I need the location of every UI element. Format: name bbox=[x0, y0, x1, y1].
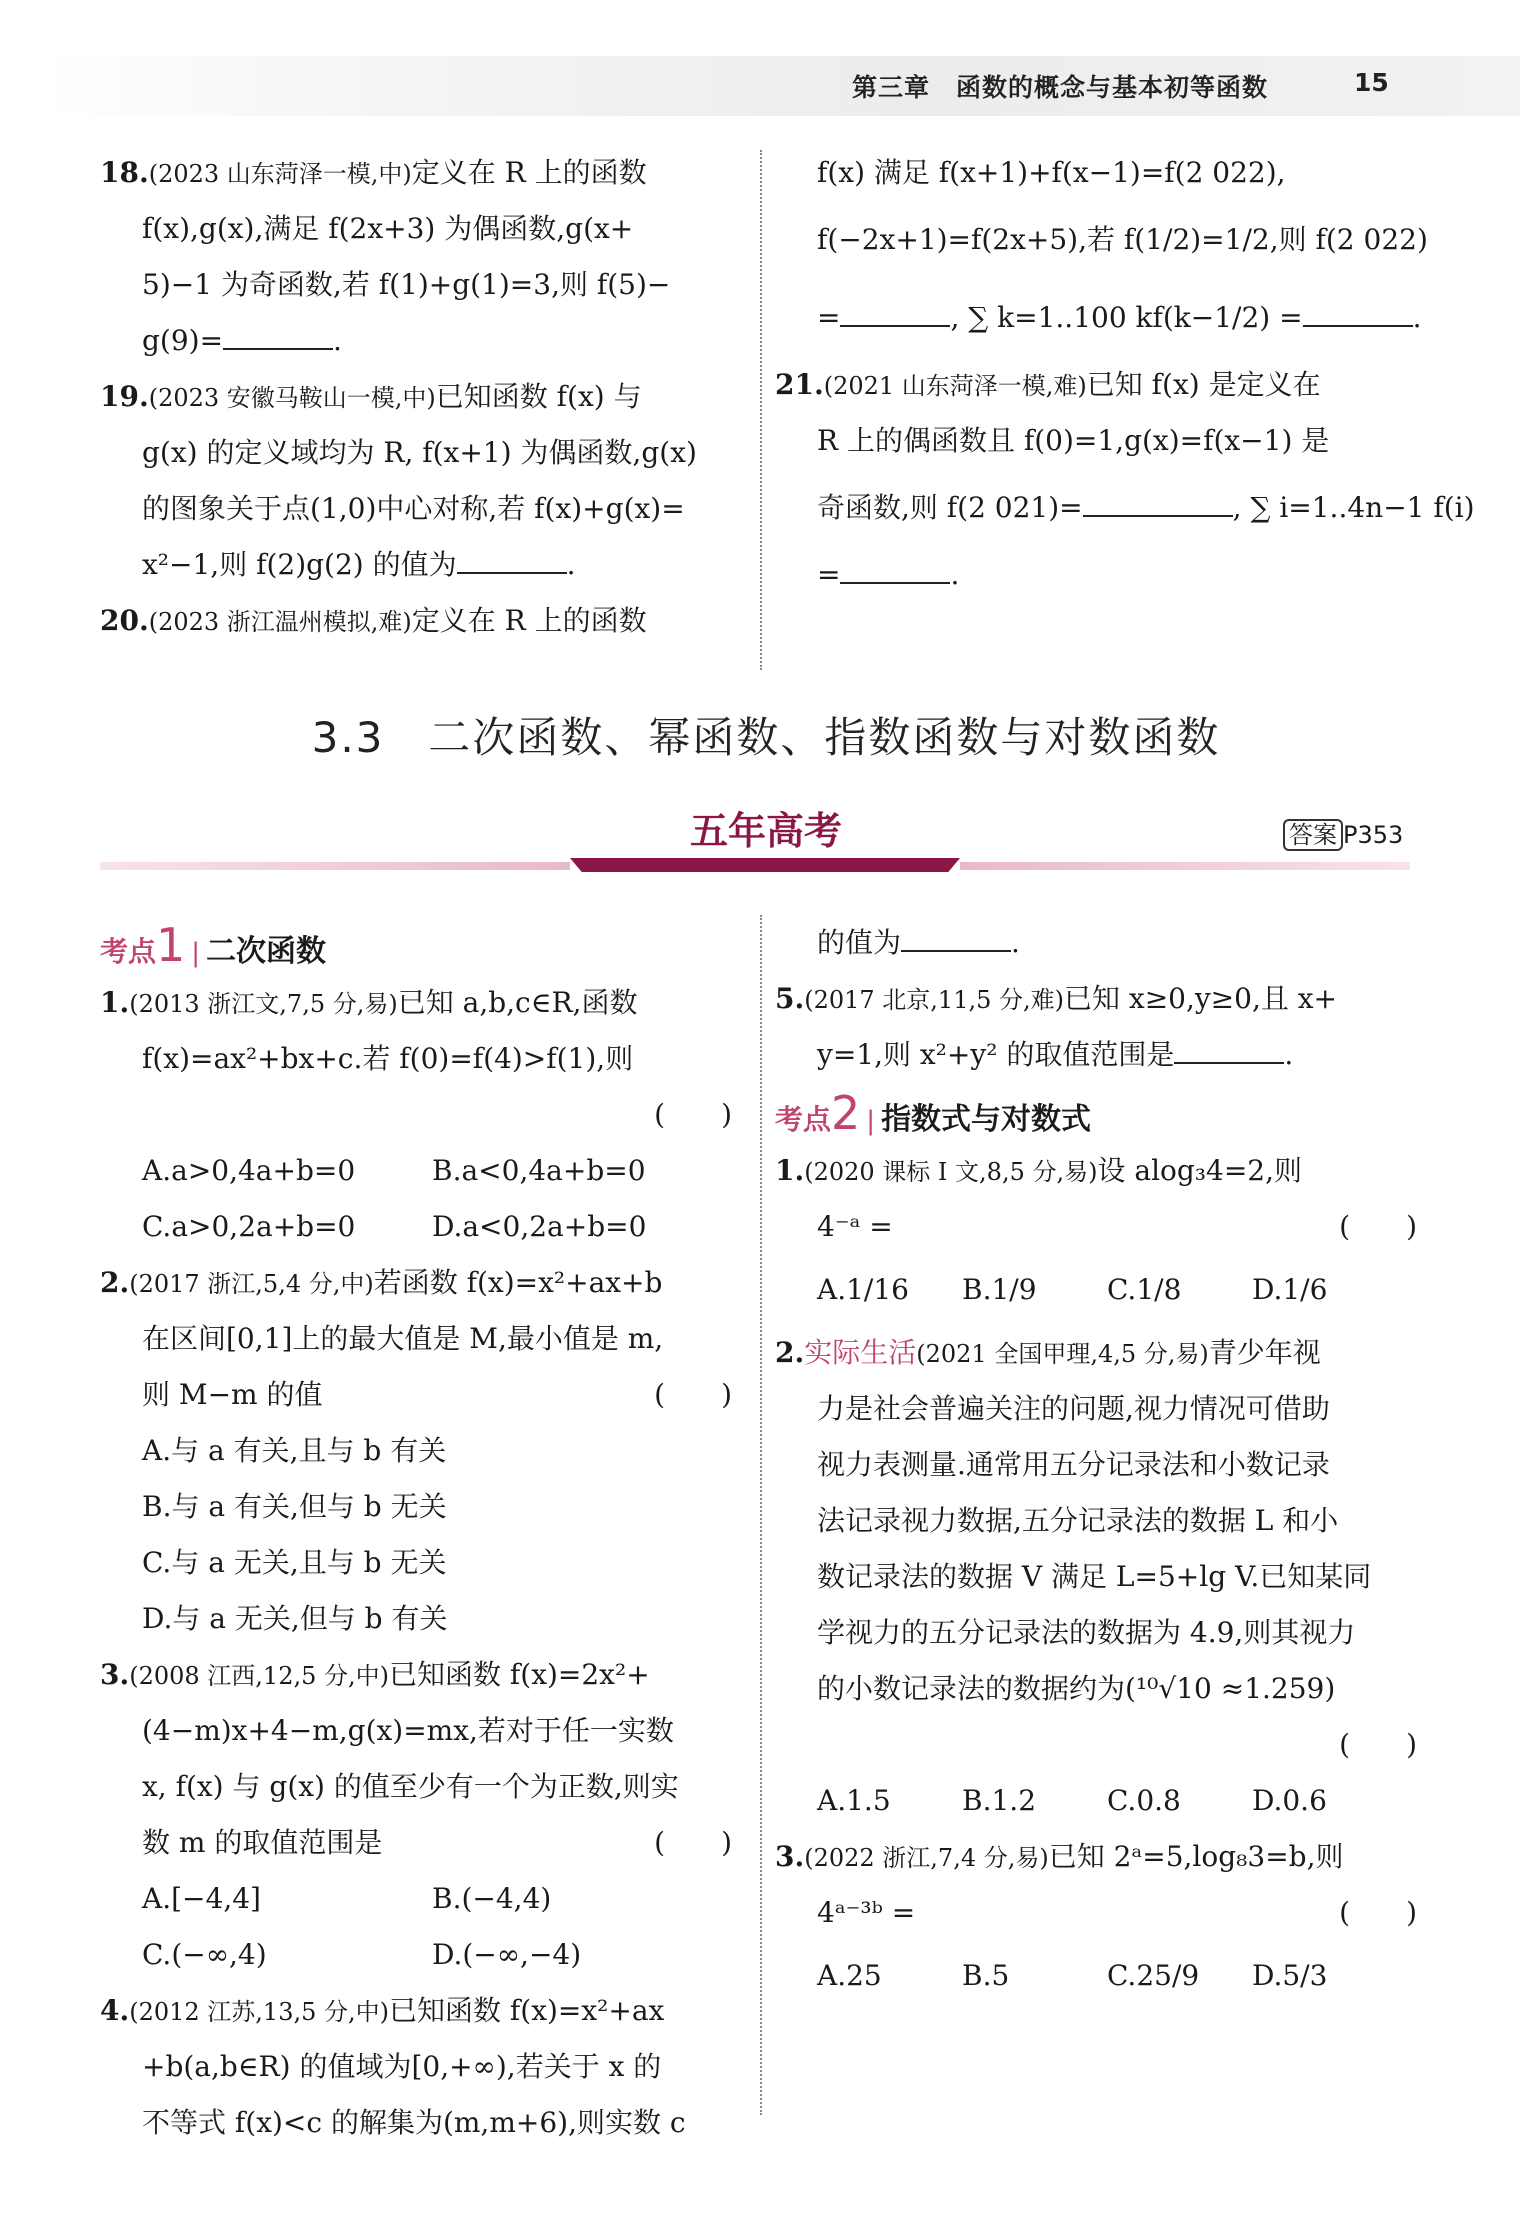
question-text: 5)−1 为奇函数,若 f(1)+g(1)=3,则 f(5)− bbox=[142, 268, 671, 301]
punctuation: . bbox=[566, 548, 576, 581]
answer-blank bbox=[1303, 295, 1413, 327]
option-b: B.1.2 bbox=[962, 1784, 1037, 1817]
answer-blank bbox=[901, 920, 1011, 952]
question-source: (2023 安徽马鞍山一模,中) bbox=[148, 384, 436, 412]
banner-line-center bbox=[570, 858, 960, 872]
question-text: 若函数 f(x)=x²+ax+b bbox=[373, 1266, 663, 1299]
answer-parentheses: ( ) bbox=[654, 1826, 732, 1859]
answer-parentheses: ( ) bbox=[654, 1378, 732, 1411]
question-text: x, f(x) 与 g(x) 的值至少有一个为正数,则实 bbox=[142, 1770, 679, 1803]
option-b: B.a<0,4a+b=0 bbox=[432, 1154, 646, 1187]
question-number: 2. bbox=[100, 1266, 130, 1299]
question-text: 的图象关于点(1,0)中心对称,若 f(x)+g(x)= bbox=[142, 492, 685, 525]
question-text: 已知 a,b,c∈R,函数 bbox=[397, 986, 638, 1019]
question-source: (2022 浙江,7,4 分,易) bbox=[804, 1844, 1049, 1872]
question-text: 视力表测量.通常用五分记录法和小数记录 bbox=[817, 1448, 1330, 1481]
answer-blank bbox=[457, 542, 567, 574]
question-number: 19. bbox=[100, 380, 149, 413]
option-a: A.[−4,4] bbox=[142, 1882, 261, 1915]
question-source: (2017 北京,11,5 分,难) bbox=[804, 986, 1064, 1014]
chapter-title: 第三章 函数的概念与基本初等函数 bbox=[852, 73, 1269, 102]
banner-title: 五年高考 bbox=[689, 809, 842, 853]
question-text: 不等式 f(x)<c 的解集为(m,m+6),则实数 c bbox=[142, 2106, 686, 2139]
question-4 bbox=[100, 1983, 740, 2151]
punctuation: . bbox=[950, 558, 960, 591]
question-source: (2013 浙江文,7,5 分,易) bbox=[129, 990, 398, 1018]
question-19 bbox=[100, 369, 740, 593]
question-text: 已知 2ᵃ=5,log₈3=b,则 bbox=[1048, 1840, 1344, 1873]
answer-parentheses: ( ) bbox=[1339, 1896, 1417, 1929]
question-number: 5. bbox=[775, 982, 805, 1015]
option-c: C.1/8 bbox=[1107, 1273, 1182, 1306]
question-number: 20. bbox=[100, 604, 149, 637]
question-text: g(x) 的定义域均为 R, f(x+1) 为偶函数,g(x) bbox=[142, 436, 697, 469]
question-text: 学视力的五分记录法的数据为 4.9,则其视力 bbox=[817, 1616, 1356, 1649]
header-bar bbox=[40, 56, 1520, 116]
section-title: 3.3 二次函数、幂函数、指数函数与对数函数 bbox=[311, 713, 1221, 762]
answer-blank bbox=[840, 295, 950, 327]
answer-blank bbox=[840, 552, 950, 584]
banner-line-left bbox=[100, 862, 570, 870]
question-source: (2021 全国甲理,4,5 分,易) bbox=[916, 1340, 1209, 1368]
kaodian-1-heading bbox=[100, 915, 740, 975]
question-text: +b(a,b∈R) 的值域为[0,+∞),若关于 x 的 bbox=[142, 2050, 662, 2083]
option-a: A.1.5 bbox=[817, 1784, 891, 1817]
option-c: C.(−∞,4) bbox=[142, 1938, 267, 1971]
punctuation: . bbox=[1011, 926, 1020, 959]
column-divider-bottom bbox=[760, 915, 762, 2115]
answer-parentheses: ( ) bbox=[654, 1098, 732, 1131]
kaodian-separator: | bbox=[866, 1106, 876, 1136]
question-21 bbox=[775, 357, 1475, 603]
option-a: A.与 a 有关,且与 b 有关 bbox=[142, 1434, 447, 1467]
question-1-logs bbox=[775, 1143, 1425, 1325]
option-d: D.5/3 bbox=[1252, 1959, 1328, 1992]
kaodian-separator: | bbox=[191, 938, 201, 968]
option-a: A.1/16 bbox=[817, 1273, 909, 1306]
question-text: 数 m 的取值范围是 bbox=[142, 1826, 383, 1859]
question-number: 1. bbox=[775, 1154, 805, 1187]
question-text: (4−m)x+4−m,g(x)=mx,若对于任一实数 bbox=[142, 1714, 674, 1747]
question-5 bbox=[775, 971, 1425, 1083]
question-text: 奇函数,则 f(2 021)= bbox=[817, 491, 1083, 524]
question-3 bbox=[100, 1647, 740, 1983]
option-d: D.与 a 无关,但与 b 有关 bbox=[142, 1602, 448, 1635]
option-c: C.a>0,2a+b=0 bbox=[142, 1210, 356, 1243]
question-text: 法记录视力数据,五分记录法的数据 L 和小 bbox=[817, 1504, 1339, 1537]
answer-blank bbox=[1083, 485, 1233, 517]
question-text: 则 M−m 的值 bbox=[142, 1378, 323, 1411]
top-left-column bbox=[100, 145, 740, 649]
question-text: y=1,则 x²+y² 的取值范围是 bbox=[817, 1038, 1175, 1071]
question-2 bbox=[100, 1255, 740, 1647]
question-text: 已知函数 f(x)=x²+ax bbox=[389, 1994, 665, 2027]
kaodian-number: 2 bbox=[831, 1086, 861, 1140]
punctuation: . bbox=[333, 324, 342, 357]
question-source: (2023 浙江温州模拟,难) bbox=[148, 608, 412, 636]
top-right-column bbox=[775, 145, 1475, 603]
question-source: (2017 浙江,5,4 分,中) bbox=[129, 1270, 374, 1298]
option-b: B.与 a 有关,但与 b 无关 bbox=[142, 1490, 447, 1523]
question-text: 4⁻ᵃ = bbox=[817, 1210, 893, 1243]
question-source: (2012 江苏,13,5 分,中) bbox=[129, 1998, 389, 2026]
question-source: (2021 山东菏泽一模,难) bbox=[823, 372, 1087, 400]
option-d: D.a<0,2a+b=0 bbox=[432, 1210, 647, 1243]
page-number: 15 bbox=[1354, 68, 1389, 97]
question-text: 定义在 R 上的函数 bbox=[411, 604, 647, 637]
question-number: 3. bbox=[100, 1658, 130, 1691]
question-text: = bbox=[817, 558, 841, 591]
question-text: 设 alog₃4=2,则 bbox=[1097, 1154, 1303, 1187]
summation-expression: , ∑ k=1..100 kf(k−1/2) = bbox=[950, 301, 1303, 334]
option-b: B.1/9 bbox=[962, 1273, 1037, 1306]
question-text: 已知 f(x) 是定义在 bbox=[1086, 368, 1321, 401]
question-text: 已知函数 f(x)=2x²+ bbox=[389, 1658, 650, 1691]
answer-parentheses: ( ) bbox=[1339, 1728, 1417, 1761]
question-3-logs bbox=[775, 1829, 1425, 2011]
question-text: f(−2x+1)=f(2x+5),若 f(1/2)=1/2,则 f(2 022) bbox=[817, 223, 1428, 256]
question-text: 力是社会普遍关注的问题,视力情况可借助 bbox=[817, 1392, 1330, 1425]
question-text: 数记录法的数据 V 满足 L=5+lg V.已知某同 bbox=[817, 1560, 1372, 1593]
answer-blank bbox=[1174, 1032, 1284, 1064]
question-number: 21. bbox=[775, 368, 824, 401]
question-1 bbox=[100, 975, 740, 1255]
question-text: f(x),g(x),满足 f(2x+3) 为偶函数,g(x+ bbox=[142, 212, 634, 245]
question-text: 已知 x≥0,y≥0,且 x+ bbox=[1064, 982, 1338, 1015]
question-text: f(x) 满足 f(x+1)+f(x−1)=f(2 022), bbox=[817, 156, 1286, 189]
question-text: 已知函数 f(x) 与 bbox=[435, 380, 642, 413]
answer-parentheses: ( ) bbox=[1339, 1210, 1417, 1243]
option-b: B.5 bbox=[962, 1959, 1010, 1992]
kaodian-name: 二次函数 bbox=[206, 934, 327, 969]
topic-tag: 实际生活 bbox=[804, 1336, 917, 1369]
question-20 bbox=[100, 593, 740, 649]
question-text: 青少年视 bbox=[1208, 1336, 1321, 1369]
question-source: (2020 课标 Ⅰ 文,8,5 分,易) bbox=[804, 1158, 1098, 1186]
question-number: 4. bbox=[100, 1994, 130, 2027]
question-text: 定义在 R 上的函数 bbox=[411, 156, 647, 189]
option-a: A.25 bbox=[817, 1959, 882, 1992]
banner-line-right bbox=[960, 862, 1410, 870]
option-c: C.25/9 bbox=[1107, 1959, 1200, 1992]
option-a: A.a>0,4a+b=0 bbox=[142, 1154, 356, 1187]
column-divider-top bbox=[760, 150, 762, 670]
kaodian-label: 考点 bbox=[100, 935, 157, 968]
question-text: x²−1,则 f(2)g(2) 的值为 bbox=[142, 548, 457, 581]
bottom-right-column bbox=[775, 915, 1425, 2011]
question-text: R 上的偶函数且 f(0)=1,g(x)=f(x−1) 是 bbox=[817, 424, 1330, 457]
summation-expression: , ∑ i=1..4n−1 f(i) bbox=[1232, 491, 1475, 524]
kaodian-name: 指数式与对数式 bbox=[881, 1102, 1092, 1137]
answer-blank bbox=[223, 318, 333, 350]
question-number: 1. bbox=[100, 986, 130, 1019]
question-number: 2. bbox=[775, 1336, 805, 1369]
question-number: 3. bbox=[775, 1840, 805, 1873]
kaodian-2-heading bbox=[775, 1083, 1425, 1143]
question-text: 的值为 bbox=[817, 926, 902, 959]
question-text: = bbox=[817, 301, 841, 334]
question-text: 4ᵃ⁻³ᵇ = bbox=[817, 1896, 916, 1929]
option-c: C.与 a 无关,且与 b 无关 bbox=[142, 1546, 447, 1579]
question-2-logs bbox=[775, 1325, 1425, 1829]
kaodian-number: 1 bbox=[156, 918, 186, 972]
question-text: g(9)= bbox=[142, 324, 224, 357]
question-number: 18. bbox=[100, 156, 149, 189]
question-text: 在区间[0,1]上的最大值是 M,最小值是 m, bbox=[142, 1322, 664, 1355]
option-d: D.(−∞,−4) bbox=[432, 1938, 582, 1971]
kaodian-label: 考点 bbox=[775, 1103, 832, 1136]
question-20-continued bbox=[775, 145, 1428, 357]
punctuation: . bbox=[1284, 1038, 1294, 1071]
answer-reference bbox=[1283, 815, 1403, 850]
punctuation: . bbox=[1412, 301, 1422, 334]
option-c: C.0.8 bbox=[1107, 1784, 1181, 1817]
option-b: B.(−4,4) bbox=[432, 1882, 552, 1915]
answer-page: P353 bbox=[1343, 821, 1404, 849]
option-d: D.0.6 bbox=[1252, 1784, 1327, 1817]
question-text: 的小数记录法的数据约为(¹⁰√10 ≈1.259) bbox=[817, 1672, 1336, 1705]
question-source: (2008 江西,12,5 分,中) bbox=[129, 1662, 389, 1690]
question-18 bbox=[100, 145, 740, 369]
question-4-continued bbox=[775, 915, 1425, 971]
question-text: f(x)=ax²+bx+c.若 f(0)=f(4)>f(1),则 bbox=[142, 1042, 634, 1075]
question-source: (2023 山东菏泽一模,中) bbox=[148, 160, 412, 188]
answer-label: 答案 bbox=[1283, 819, 1343, 851]
bottom-left-column bbox=[100, 915, 740, 2151]
option-d: D.1/6 bbox=[1252, 1273, 1328, 1306]
